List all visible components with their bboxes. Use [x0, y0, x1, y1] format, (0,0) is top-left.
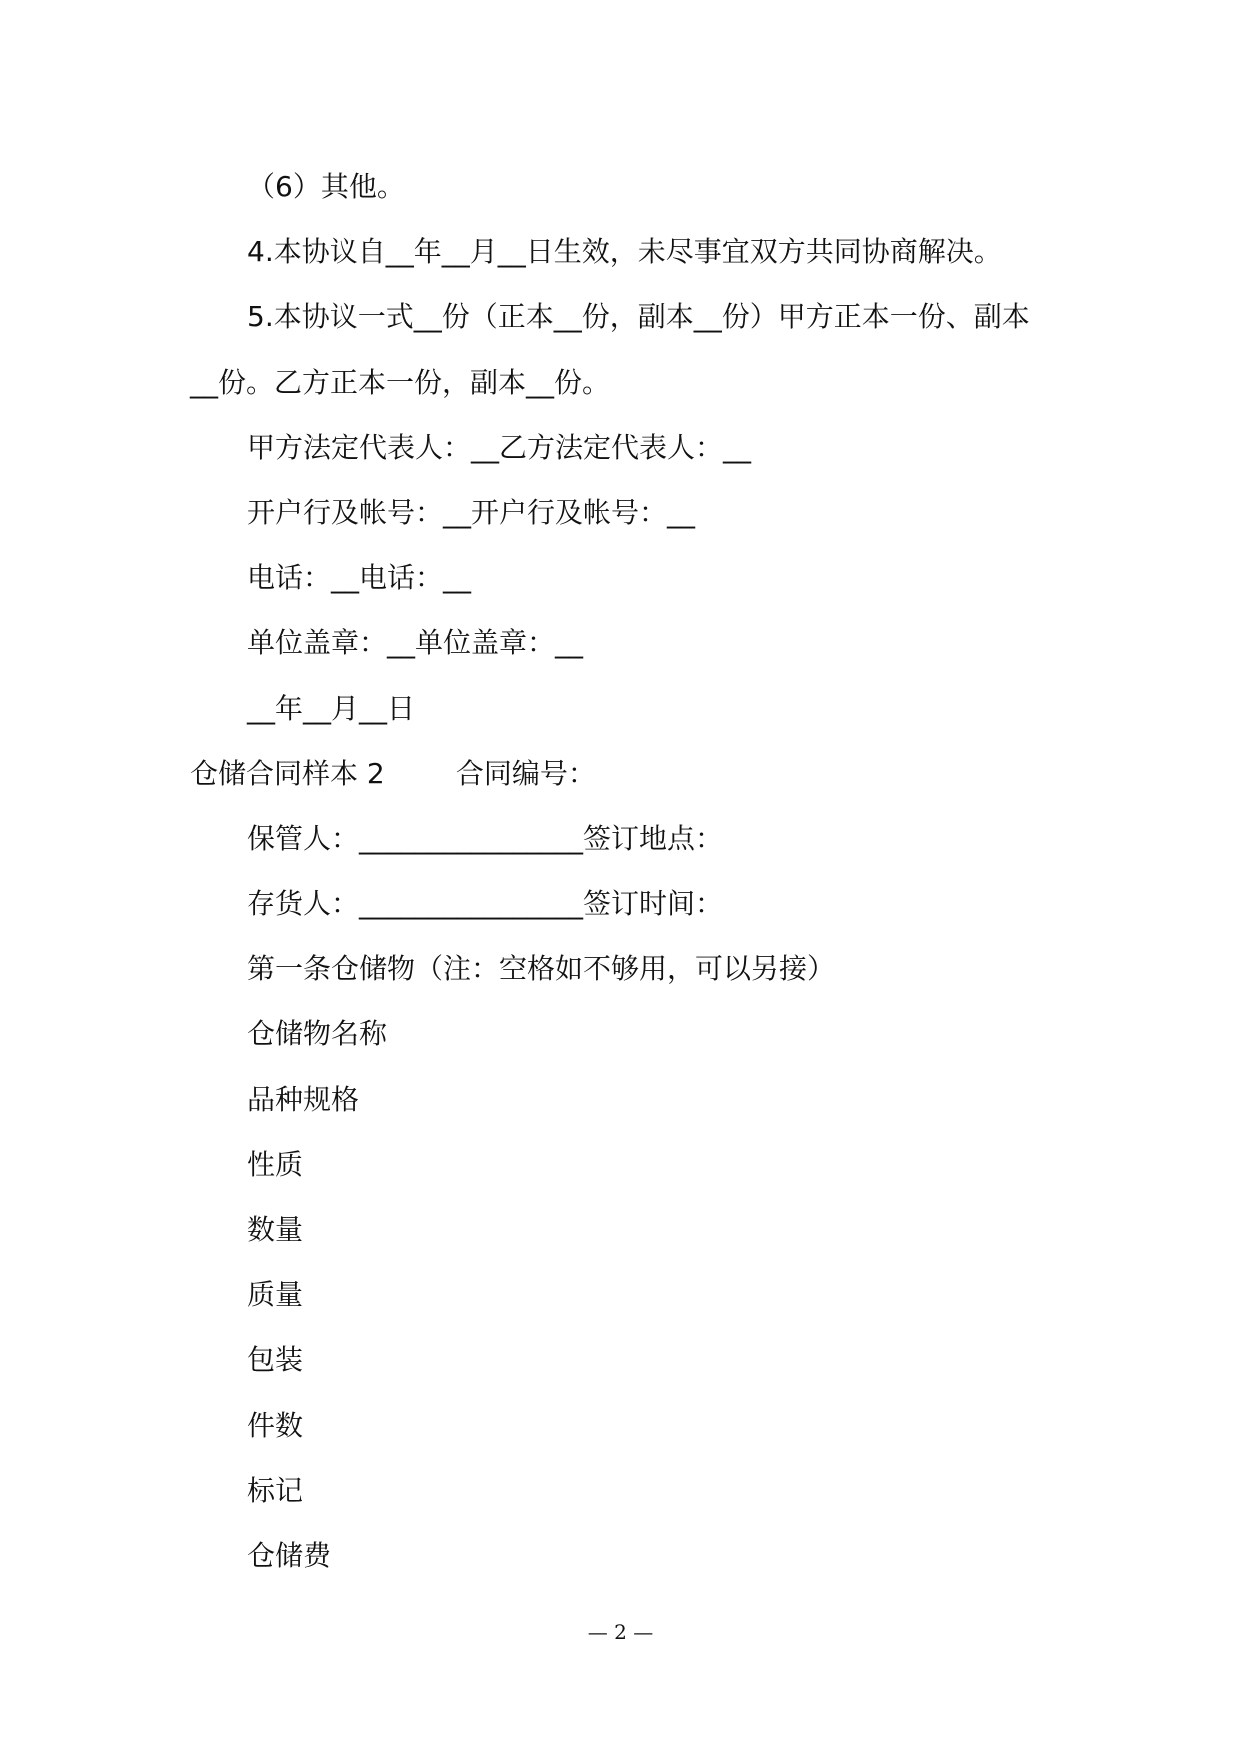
field-quality: 质量 [247, 1278, 304, 1312]
document-body [190, 154, 1060, 1588]
field-storage-fee: 仓储费 [247, 1538, 332, 1572]
clause-other: （6）其他。 [247, 170, 405, 203]
field-piece-count: 件数 [247, 1408, 304, 1442]
field-quantity: 数量 [247, 1213, 304, 1246]
clause-copies-continued: __份。乙方正本一份，副本__份。 [190, 365, 611, 399]
article-one-heading: 第一条仓储物（注：空格如不够用，可以另接） [247, 952, 836, 986]
field-goods-name: 仓储物名称 [247, 1017, 388, 1051]
page-number: — 2 — [587, 1620, 654, 1644]
clause-copies: 5.本协议一式__份（正本__份，副本__份）甲方正本一份、副本 [247, 300, 1030, 334]
depositor-line: 存货人：________________签订时间： [247, 887, 724, 921]
field-specification: 品种规格 [247, 1082, 360, 1116]
section-title: 仓储合同样本 2 合同编号： [190, 756, 596, 790]
legal-representatives-line: 甲方法定代表人：__乙方法定代表人：__ [247, 430, 752, 464]
field-packaging: 包装 [247, 1343, 304, 1377]
phones-line: 电话：__电话：__ [247, 561, 472, 595]
field-marking: 标记 [247, 1473, 304, 1507]
bank-accounts-line: 开户行及帐号：__开户行及帐号：__ [247, 495, 696, 529]
seals-line: 单位盖章：__单位盖章：__ [247, 626, 584, 660]
field-nature: 性质 [247, 1147, 304, 1181]
date-line: __年__月__日 [247, 691, 416, 725]
clause-effective-date: 4.本协议自__年__月__日生效，未尽事宜双方共同协商解决。 [247, 235, 1002, 269]
custodian-line: 保管人：________________签订地点： [247, 821, 724, 855]
